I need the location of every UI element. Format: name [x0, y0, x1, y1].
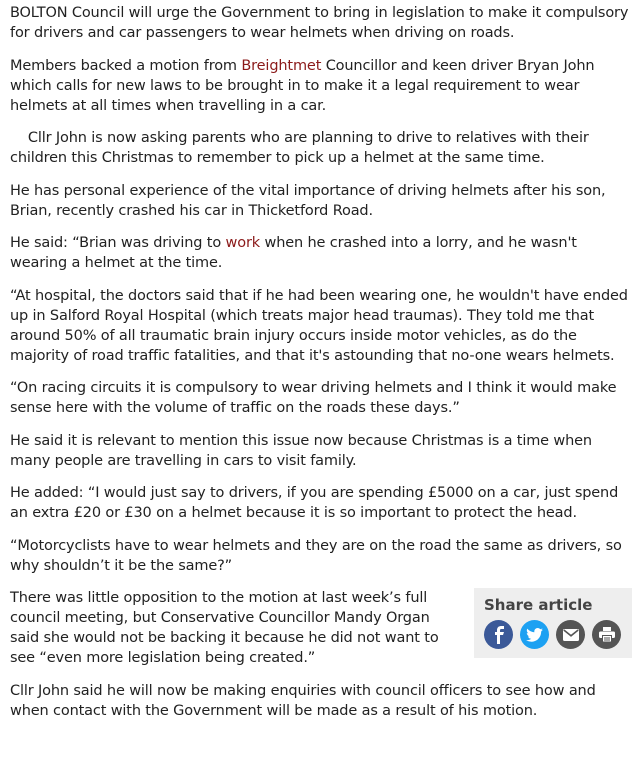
article-paragraph: BOLTON Council will urge the Government to bring in legislation to make it compulsory for drivers and car passengers to wear helmets when driving on roads.	[10, 5, 629, 41]
paragraph-text: Councillor and keen driver Bryan John which calls for new laws to be brought in to make it a legal requirement to wear helmets at all times when travelling in a car.	[10, 57, 595, 114]
paragraph-text: Members backed a motion from	[10, 57, 242, 74]
print-icon[interactable]	[592, 620, 621, 649]
work-link[interactable]: work	[225, 235, 261, 251]
article-paragraph: He added: “I would just say to drivers, if you are spending £5000 on a car, just spend an extra £20 or £30 on a helmet because it is so important to protect the head.	[10, 485, 619, 521]
article-paragraph	[10, 56, 632, 116]
facebook-icon[interactable]	[484, 620, 513, 649]
article-paragraph	[10, 233, 632, 273]
paragraph-text: when he crashed into a lorry, and he wasn't wearing a helmet at the time.	[10, 235, 577, 271]
article-paragraph: He said it is relevant to mention this issue now because Christmas is a time when many people are travelling in cars to visit family.	[10, 432, 592, 469]
article-paragraph: He has personal experience of the vital importance of driving helmets after his son, Brian, recently crashed his car in Thicketford Road.	[10, 182, 606, 219]
share-article-panel	[474, 588, 632, 658]
twitter-icon[interactable]	[520, 620, 549, 649]
breightmet-link[interactable]: Breightmet	[241, 57, 322, 74]
article-body	[10, 3, 632, 733]
paragraph-text: He said: “Brian was driving to	[10, 235, 226, 251]
share-article-title: Share article	[484, 596, 593, 614]
article-paragraph: “At hospital, the doctors said that if he had been wearing one, he wouldn't have ended up in Salford Royal Hospital (which treats major head traumas). They told me that around 50% of all traumatic brain injury occurs inside motor vehicles, as do the majority of road traffic fatalities, and that it's astounding that no-one wears helmets.	[10, 287, 628, 364]
email-icon[interactable]	[556, 620, 585, 649]
article-paragraph: Cllr John is now asking parents who are planning to drive to relatives with their children this Christmas to remember to pick up a helmet at the same time.	[10, 130, 589, 166]
article-paragraph: “On racing circuits it is compulsory to wear driving helmets and I think it would make sense here with the volume of traffic on the roads these days.”	[10, 380, 617, 416]
article-paragraph: There was little opposition to the motion at last week’s full council meeting, but Conservative Councillor Mandy Organ said she would not be backing it because he did not want to see “even more legislation being created.”	[10, 590, 439, 666]
article-paragraph: Cllr John said he will now be making enquiries with council officers to see how and when contact with the Government will be made as a result of his motion.	[10, 682, 596, 719]
article-paragraph: “Motorcyclists have to wear helmets and they are on the road the same as drivers, so why shouldn’t it be the same?”	[10, 537, 622, 574]
share-icons	[484, 620, 622, 649]
